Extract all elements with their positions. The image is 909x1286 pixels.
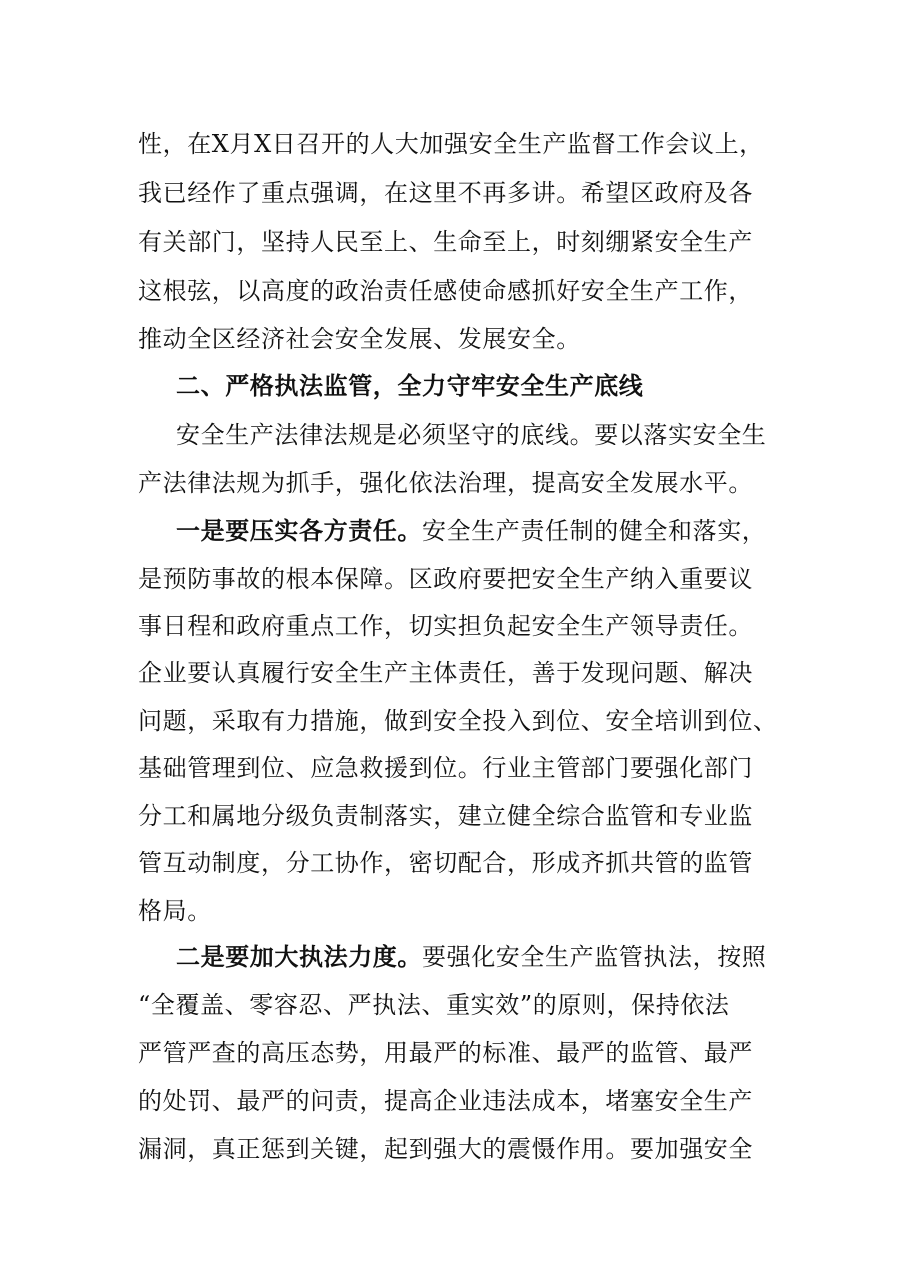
paragraph-first-line bbox=[176, 941, 766, 973]
body-text-line: 漏洞，真正惩到关键，起到强大的震慑作用。要加强安全 bbox=[138, 1135, 753, 1163]
body-text-line: 我已经作了重点强调，在这里不再多讲。希望区政府及各 bbox=[138, 179, 753, 207]
paragraph-text: 安全生产责任制的健全和落实， bbox=[422, 517, 767, 545]
body-text-line: “全覆盖、零容忍、严执法、重实效”的原则，保持依法 bbox=[138, 991, 730, 1019]
section-heading: 二、严格执法监管，全力守牢安全生产底线 bbox=[176, 372, 644, 400]
body-text-line: 安全生产法律法规是必须坚守的底线。要以落实安全生 bbox=[176, 421, 767, 449]
body-text-line: 是预防事故的根本保障。区政府要把安全生产纳入重要议 bbox=[138, 565, 753, 593]
body-text-line: 问题，采取有力措施，做到安全投入到位、安全培训到位、 bbox=[138, 707, 778, 735]
body-text-line: 这根弦，以高度的政治责任感使命感抓好安全生产工作， bbox=[138, 277, 753, 305]
paragraph-lead-bold: 一是要压实各方责任。 bbox=[176, 517, 422, 545]
body-text-line: 企业要认真履行安全生产主体责任，善于发现问题、解决 bbox=[138, 659, 753, 687]
body-text-line: 有关部门，坚持人民至上、生命至上，时刻绷紧安全生产 bbox=[138, 228, 753, 256]
body-text-line: 格局。 bbox=[138, 897, 212, 925]
body-text-line: 产法律法规为抓手，强化依法治理，提高安全发展水平。 bbox=[138, 469, 753, 497]
body-text-line: 严管严查的高压态势，用最严的标准、最严的监管、最严 bbox=[138, 1039, 753, 1067]
body-text-line: 推动全区经济社会安全发展、发展安全。 bbox=[138, 325, 581, 353]
body-text-line: 管互动制度，分工协作，密切配合，形成齐抓共管的监管 bbox=[138, 849, 753, 877]
paragraph-first-line bbox=[176, 515, 766, 547]
body-text-line: 性，在X月X日召开的人大加强安全生产监督工作会议上， bbox=[138, 130, 764, 158]
body-text-line: 分工和属地分级负责制落实，建立健全综合监管和专业监 bbox=[138, 802, 753, 830]
paragraph-text: 要强化安全生产监管执法，按照 bbox=[422, 943, 767, 971]
body-text-line: 事日程和政府重点工作，切实担负起安全生产领导责任。 bbox=[138, 612, 753, 640]
body-text-line: 的处罚、最严的问责，提高企业违法成本，堵塞安全生产 bbox=[138, 1087, 753, 1115]
paragraph-lead-bold: 二是要加大执法力度。 bbox=[176, 943, 422, 971]
body-text-line: 基础管理到位、应急救援到位。行业主管部门要强化部门 bbox=[138, 754, 753, 782]
